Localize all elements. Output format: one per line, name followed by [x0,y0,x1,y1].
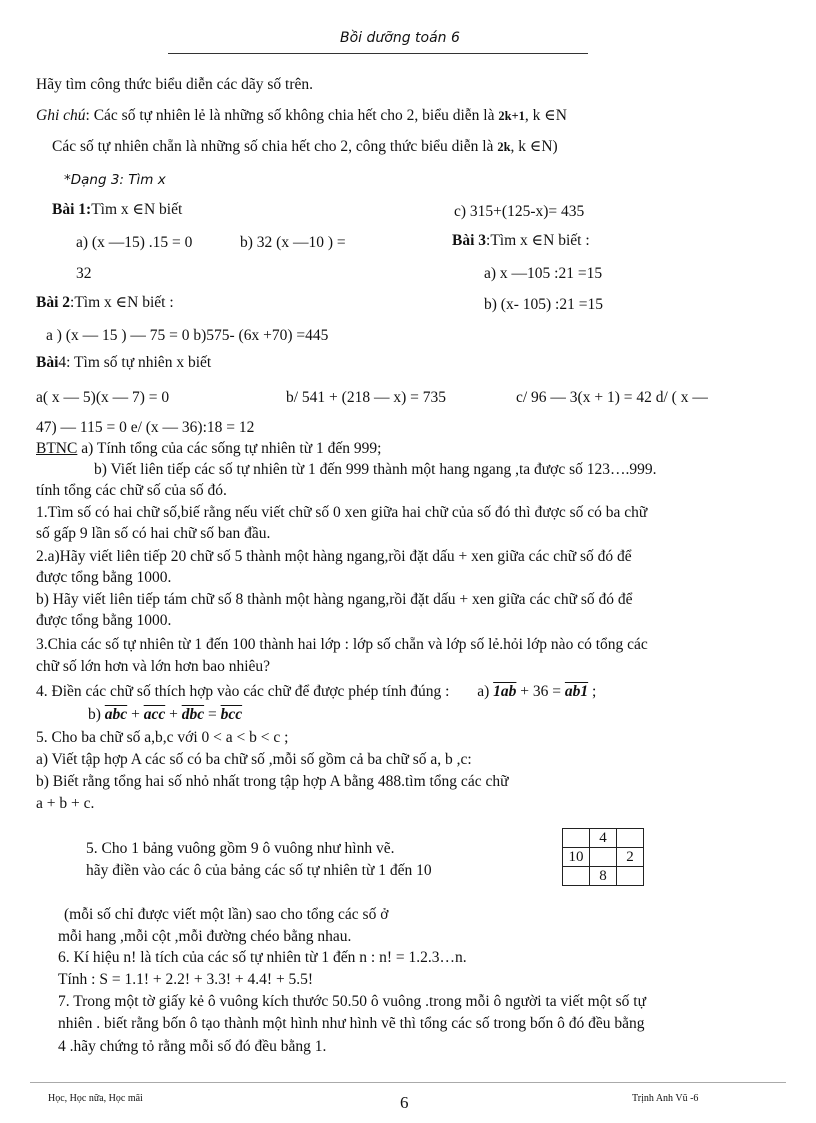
note-text: : Các số tự nhiên lẻ là những số không chia hết cho 2, biểu diễn là [85,107,495,124]
bai3-a: a) x —105 :21 =15 [484,265,603,282]
page-number: 6 [400,1093,409,1112]
problem4-a-term1: 1ab [493,683,517,700]
bai2-label: Bài 2 [36,294,71,311]
bai3-label: Bài 3 [452,232,487,249]
magic-square-grid [562,828,644,886]
grid-cell: 2 [617,848,644,867]
btnc-line-c: tính tổng các chữ số của số đó. [36,482,227,499]
bai4-cont: 47) — 115 = 0 e/ (x — 36):18 = 12 [36,419,255,436]
grid-cell [563,867,590,886]
even-tail: , k ∈N) [510,138,558,155]
problem3-line2: chữ số lớn hơn và lớn hơn bao nhiêu? [36,658,271,675]
bai4-text: 4: Tìm số tự nhiên x biết [58,354,212,371]
problem4-line [36,683,596,702]
bai3-heading [452,232,590,251]
problem4-b-term4: $\overline{bcc}$ [220,706,243,723]
bai1-text: Tìm x ∈N biết [91,201,183,218]
page-header-title: Bồi dưỡng toán 6 [340,30,460,46]
note-line-odd [36,107,567,126]
bai3-b: b) (x- 105) :21 =15 [484,296,603,313]
problem2-line4: được tổng bằng 1000. [36,612,172,629]
equals-sign: = [207,706,217,723]
grid-cell [617,867,644,886]
grid-cell [590,848,617,867]
bai4-a: a( x — 5)(x — 7) = 0 [36,389,170,406]
bai1-label: Bài 1: [52,201,92,218]
magic-square-line1: 5. Cho 1 bảng vuông gồm 9 ô vuông như hình vẽ. [86,840,395,857]
plus-sign: + [169,706,178,723]
btnc-line-a [36,440,381,459]
problem5-line3: b) Biết rằng tổng hai số nhỏ nhất trong tập hợp A bằng 488.tìm tổng các chữ [36,773,509,790]
footer-right: Trịnh Anh Vũ -6 [632,1093,699,1104]
problem4-a-end: ; [592,683,597,700]
bai1-a: a) (x —15) .15 = 0 [76,234,193,251]
problem1-line1: 1.Tìm số có hai chữ số,biế rằng nếu viết chữ số 0 xen giữa hai chữ của số đó thì được số có ba chữ [36,504,648,521]
problem2-line3: b) Hãy viết liên tiếp tám chữ số 8 thành một hàng ngang,rồi đặt dấu + xen giữa các chữ số đó để [36,591,633,608]
problem4-a-label: a) [477,683,490,700]
formula-even: 2k [497,140,511,154]
bai1-c: c) 315+(125-x)= 435 [454,203,585,220]
magic-square-line4: mỗi hang ,mỗi cột ,mỗi đường chéo bằng nhau. [58,928,352,945]
problem6-line1: 6. Kí hiệu n! là tích của các số tự nhiên từ 1 đến n : n! = 1.2.3…n. [58,949,467,966]
plus-sign: + [131,706,140,723]
grid-cell [563,829,590,848]
bai2-text: :Tìm x ∈N biết : [70,294,174,311]
btnc-line-b: b) Viết liên tiếp các số tự nhiên từ 1 đến 999 thành một hang ngang ,ta được số 123….999. [94,461,657,478]
problem4-b-term3: $\overline{dbc}$ [181,706,205,723]
problem6-line2: Tính : S = 1.1! + 2.2! + 3.3! + 4.4! + 5.5! [58,971,314,988]
problem2-line1: 2.a)Hãy viết liên tiếp 20 chữ số 5 thành một hàng ngang,rồi đặt dấu + xen giữa các chữ số đó để [36,548,632,565]
problem4-b-term2: $\overline{acc}$ [143,706,166,723]
note-line-even [52,138,558,157]
grid-cell [617,829,644,848]
problem7-line2: nhiên . biết rằng bốn ô tạo thành một hình như hình vẽ thì tổng các số trong bốn ô đó đều bằng [58,1015,645,1032]
bai1-heading [52,201,182,220]
bai2-heading [36,294,174,313]
problem1-line2: số gấp 9 lần số có hai chữ số ban đầu. [36,525,271,542]
bai2-items: a ) (x — 15 ) — 75 = 0 b)575- (6x +70) =445 [46,327,329,344]
note-tail: , k ∈N [524,107,567,124]
footer-divider [30,1082,786,1083]
bai1-b: b) 32 (x —10 ) = [240,234,346,251]
note-label: Ghi chú [36,107,86,124]
problem4-text: 4. Điền các chữ số thích hợp vào các chữ để được phép tính đúng : [36,683,450,700]
btnc-label: BTNC [36,440,78,457]
problem7-line3: 4 .hãy chứng tỏ rằng mỗi số đó đều bằng 1. [58,1038,327,1055]
grid-cell: 10 [563,848,590,867]
problem4-a-mid: + 36 = [520,683,562,700]
bai4-c: c/ 96 — 3(x + 1) = 42 d/ ( x — [516,389,708,406]
problem7-line1: 7. Trong một tờ giấy kẻ ô vuông kích thước 50.50 ô vuông .trong mỗi ô người ta viết một số tự [58,993,646,1010]
bai4-heading [36,354,211,373]
problem2-line2: được tổng bằng 1000. [36,569,172,586]
even-text: Các số tự nhiên chẵn là những số chia hết cho 2, công thức biểu diễn là [52,138,494,155]
bai3-text: :Tìm x ∈N biết : [486,232,590,249]
magic-square-line3: (mỗi số chỉ được viết một lần) sao cho tổng các số ở [64,906,389,923]
problem5-line2: a) Viết tập hợp A các số có ba chữ số ,mỗi số gồm cả ba chữ số a, b ,c: [36,751,472,768]
section-heading-dang3: *Dạng 3: Tìm x [64,172,166,188]
problem4-a-term2: ab1 [564,683,589,700]
problem5-line1: 5. Cho ba chữ số a,b,c với 0 < a < b < c ; [36,729,289,746]
formula-odd: 2k+1 [498,109,525,123]
problem4-b-label: b) [88,706,101,723]
bai4-label: Bài [36,354,59,371]
bai4-b: b/ 541 + (218 — x) = 735 [286,389,446,406]
footer-left: Học, Học nữa, Học mãi [48,1093,143,1104]
bai1-b-cont: 32 [76,265,92,282]
magic-square-line2: hãy điền vào các ô của bảng các số tự nhiên từ 1 đến 10 [86,862,432,879]
problem3-line1: 3.Chia các số tự nhiên từ 1 đến 100 thành hai lớp : lớp số chẵn và lớp số lẻ.hỏi lớp nào có tổng các [36,636,648,653]
intro-line: Hãy tìm công thức biểu diễn các dãy số trên. [36,76,313,93]
problem4-b-line [88,706,242,725]
btnc-a: a) Tính tổng của các sống tự nhiên từ 1 đến 999; [77,440,382,457]
grid-cell: 4 [590,829,617,848]
problem5-line4: a + b + c. [36,795,95,812]
problem4-b-term1: $\overline{abc}$ [104,706,128,723]
header-divider [168,53,588,54]
grid-cell: 8 [590,867,617,886]
